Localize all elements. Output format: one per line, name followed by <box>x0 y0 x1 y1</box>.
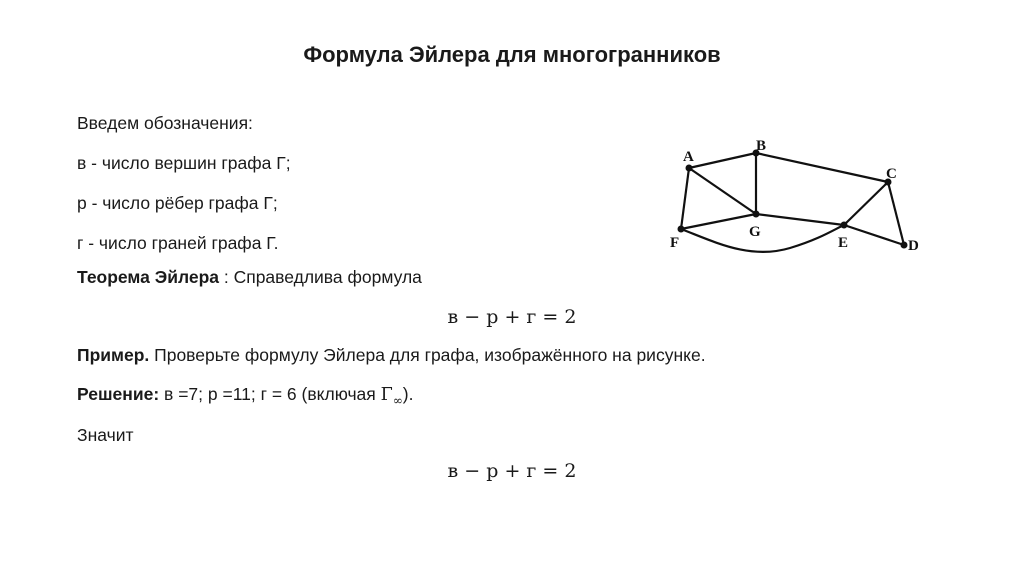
vertex-label-b: B <box>756 138 767 154</box>
theorem-label: Теорема Эйлера <box>77 267 219 287</box>
solution-end: ). <box>402 384 414 404</box>
definition-edges: р - число рёбер графа Г; <box>77 193 278 213</box>
vertex-d-dot <box>901 242 908 249</box>
solution-line <box>77 383 414 412</box>
edge-bc <box>756 153 888 182</box>
therefore-text: Значит <box>77 425 134 445</box>
theorem-text: : Справедлива формула <box>219 267 422 287</box>
vertex-a-dot <box>686 165 693 172</box>
vertex-f-dot <box>678 226 685 233</box>
euler-formula-1: в − р + г = 2 <box>447 306 577 328</box>
edge-ec <box>844 182 888 225</box>
euler-formula-2: в − р + г = 2 <box>447 460 577 482</box>
intro-text: Введем обозначения: <box>77 113 253 133</box>
edge-ed <box>844 225 904 245</box>
graph-figure <box>660 132 930 262</box>
edge-cd <box>888 182 904 245</box>
gamma-symbol: Γ <box>380 385 393 405</box>
edge-ge <box>756 214 844 225</box>
example-text: Проверьте формулу Эйлера для графа, изображённого на рисунке. <box>149 345 706 365</box>
vertex-label-e: E <box>838 235 849 251</box>
vertex-label-c: C <box>886 166 897 182</box>
edge-fg <box>681 214 756 229</box>
vertex-e-dot <box>841 222 848 229</box>
infinity-subscript: ∞ <box>392 393 403 408</box>
vertex-label-a: A <box>683 149 694 165</box>
definition-faces: г - число граней графа Г. <box>77 233 279 253</box>
edge-af <box>681 168 689 229</box>
solution-label: Решение: <box>77 384 160 404</box>
slide-title: Формула Эйлера для многогранников <box>303 42 721 67</box>
vertex-label-d: D <box>908 238 919 254</box>
example-label: Пример. <box>77 345 150 365</box>
solution-text: в =7; р =11; г = 6 (включая <box>159 384 381 404</box>
theorem-line <box>77 266 422 288</box>
vertex-g-dot <box>753 211 760 218</box>
vertex-label-g: G <box>749 224 761 240</box>
example-line <box>77 344 706 366</box>
edge-ab <box>689 153 756 168</box>
definition-vertices: в - число вершин графа Г; <box>77 153 291 173</box>
edge-ag <box>689 168 756 214</box>
edge-fe-curve <box>681 225 844 252</box>
vertex-label-f: F <box>670 235 680 251</box>
